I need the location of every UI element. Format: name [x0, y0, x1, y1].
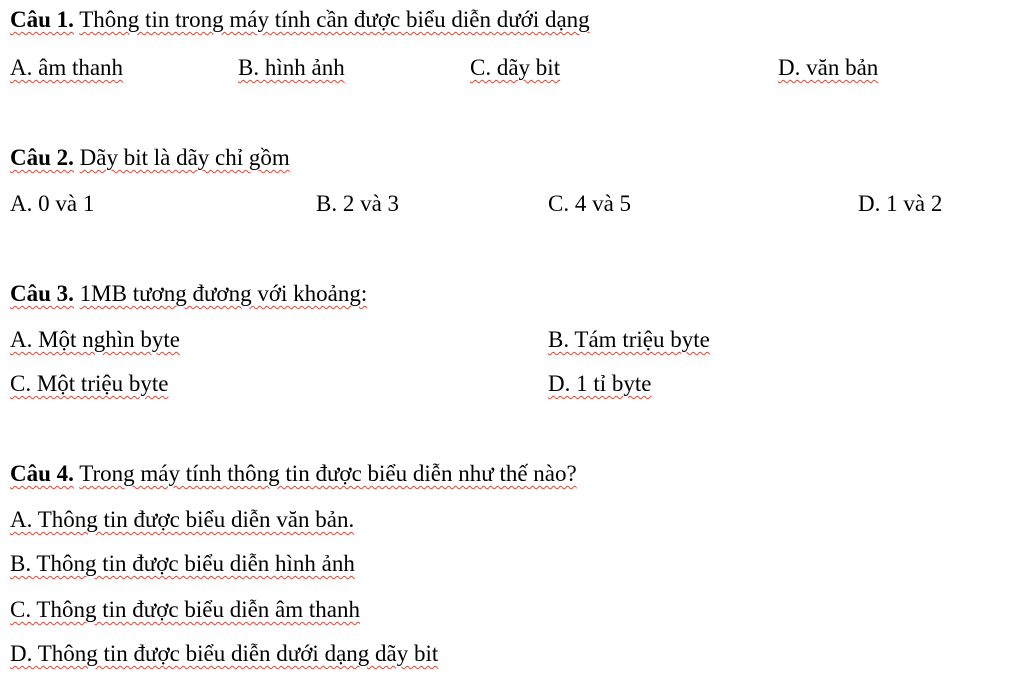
question-1-option-a: A. âm thanh: [10, 55, 124, 80]
question-2-label: Câu 2.: [10, 145, 74, 170]
question-3-label: Câu 3.: [10, 281, 74, 306]
question-2-option-a: A. 0 và 1: [10, 191, 95, 216]
question-1-text: Thông tin trong máy tính cần được biểu diễn dưới dạng: [79, 7, 590, 32]
question-4-option-b: B. Thông tin được biểu diễn hình ảnh: [10, 551, 355, 576]
question-3-option-b: B. Tám triệu byte: [548, 327, 710, 352]
question-4-option-c: C. Thông tin được biểu diễn âm thanh: [10, 597, 360, 622]
question-3-option-a: A. Một nghìn byte: [10, 327, 180, 352]
question-1-label: Câu 1.: [10, 7, 74, 32]
question-2-option-b: B. 2 và 3: [316, 191, 400, 216]
question-3: [10, 282, 367, 305]
question-1-option-c: C. dãy bit: [470, 55, 561, 80]
question-3-option-c: C. Một triệu byte: [10, 371, 169, 396]
question-4-text: Trong máy tính thông tin được biểu diễn như thế nào?: [79, 461, 577, 486]
question-1: [10, 8, 590, 31]
question-2-text: Dãy bit là dãy chỉ gồm: [79, 145, 290, 170]
question-4-option-d: D. Thông tin được biểu diễn dưới dạng dãy bit: [10, 641, 439, 666]
question-2-option-c: C. 4 và 5: [548, 191, 632, 216]
question-3-option-d: D. 1 tỉ byte: [548, 371, 652, 396]
question-2: [10, 146, 290, 169]
question-4: [10, 462, 577, 485]
question-4-label: Câu 4.: [10, 461, 74, 486]
question-3-text: 1MB tương đương với khoảng:: [79, 281, 368, 306]
question-2-option-d: D. 1 và 2: [858, 191, 943, 216]
question-1-option-b: B. hình ảnh: [238, 55, 345, 80]
question-4-option-a: A. Thông tin được biểu diễn văn bản.: [10, 507, 355, 532]
question-1-option-d: D. văn bản: [778, 55, 879, 80]
